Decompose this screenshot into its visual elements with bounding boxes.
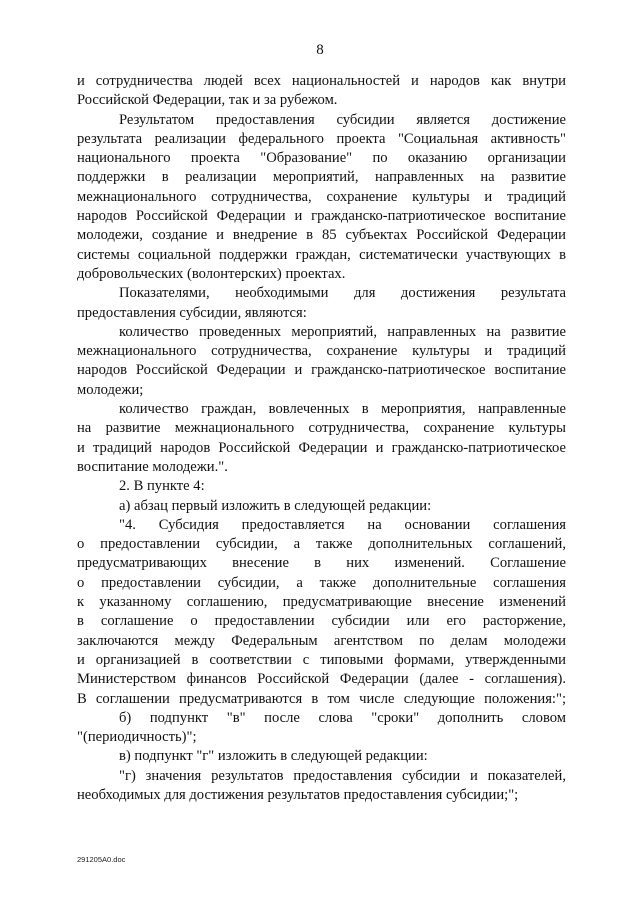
text-line: и традиций народов Российской Федерации и гражданско-патриотическое (77, 439, 566, 456)
text-line: в соглашение о предоставлении субсидии или его расторжение, (77, 613, 566, 630)
text-line: Показателями, необходимыми для достижения результата (119, 285, 566, 302)
text-line: народов Российской Федерации и гражданско-патриотическое воспитание (77, 208, 566, 225)
document-code: 291205A0.doc (77, 855, 126, 864)
text-line: Результатом предоставления субсидии является достижение (119, 111, 566, 128)
text-line: о предоставлении субсидии, а также дополнительные соглашения (77, 574, 566, 591)
text-line: Российской Федерации, так и за рубежом. (77, 92, 338, 109)
text-line: заключаются между Федеральным агентством по делам молодежи (77, 632, 566, 649)
text-line: поддержки в реализации мероприятий, направленных на развитие (77, 169, 566, 186)
text-line: системы социальной поддержки граждан, систематически участвующих в (77, 246, 566, 263)
text-line: народов Российской Федерации и гражданско-патриотическое воспитание (77, 362, 566, 379)
text-line: на развитие межнационального сотрудничества, сохранение культуры (77, 420, 566, 437)
text-line: б) подпункт "в" после слова "сроки" дополнить словом (119, 709, 566, 726)
text-line: добровольческих (волонтерских) проектах. (77, 265, 346, 282)
document-body (77, 72, 566, 805)
text-line: количество проведенных мероприятий, направленных на развитие (119, 323, 566, 340)
text-line: "г) значения результатов предоставления субсидии и показателей, (119, 767, 566, 784)
text-line: национального проекта "Образование" по оказанию организации (77, 150, 566, 167)
text-line: "(периодичность)"; (77, 729, 197, 746)
text-line: молодежи, создание и внедрение в 85 субъектах Российской Федерации (77, 227, 566, 244)
text-line: предусматривающих внесение в них изменений. Соглашение (77, 555, 566, 572)
text-line: межнационального сотрудничества, сохранение культуры и традиций (77, 188, 566, 205)
text-line: "4. Субсидия предоставляется на основании соглашения (119, 516, 566, 533)
text-line: предоставления субсидии, являются: (77, 304, 307, 321)
text-line: о предоставлении субсидии, а также дополнительных соглашений, (77, 536, 566, 553)
text-line: межнационального сотрудничества, сохранение культуры и традиций (77, 343, 566, 360)
text-line: и сотрудничества людей всех национальностей и народов как внутри (77, 73, 566, 89)
text-line: результата реализации федерального проекта "Социальная активность" (77, 130, 566, 147)
text-line: молодежи; (77, 381, 144, 398)
text-line: воспитание молодежи.". (77, 458, 228, 475)
text-line: необходимых для достижения результатов предоставления субсидии;"; (77, 786, 519, 803)
text-line: к указанному соглашению, предусматривающие внесение изменений (77, 594, 566, 611)
text-line: В соглашении предусматриваются в том числе следующие положения:"; (77, 690, 566, 707)
text-line: количество граждан, вовлеченных в мероприятия, направленные (119, 401, 566, 418)
text-line: а) абзац первый изложить в следующей редакции: (119, 497, 432, 514)
text-line: Министерством финансов Российской Федерации (далее - соглашения). (77, 671, 566, 688)
text-line: 2. В пункте 4: (119, 478, 205, 495)
text-line: в) подпункт "г" изложить в следующей редакции: (119, 748, 428, 765)
text-line: и организацией в соответствии с типовыми формами, утвержденными (77, 651, 566, 668)
page-number: 8 (316, 42, 324, 58)
